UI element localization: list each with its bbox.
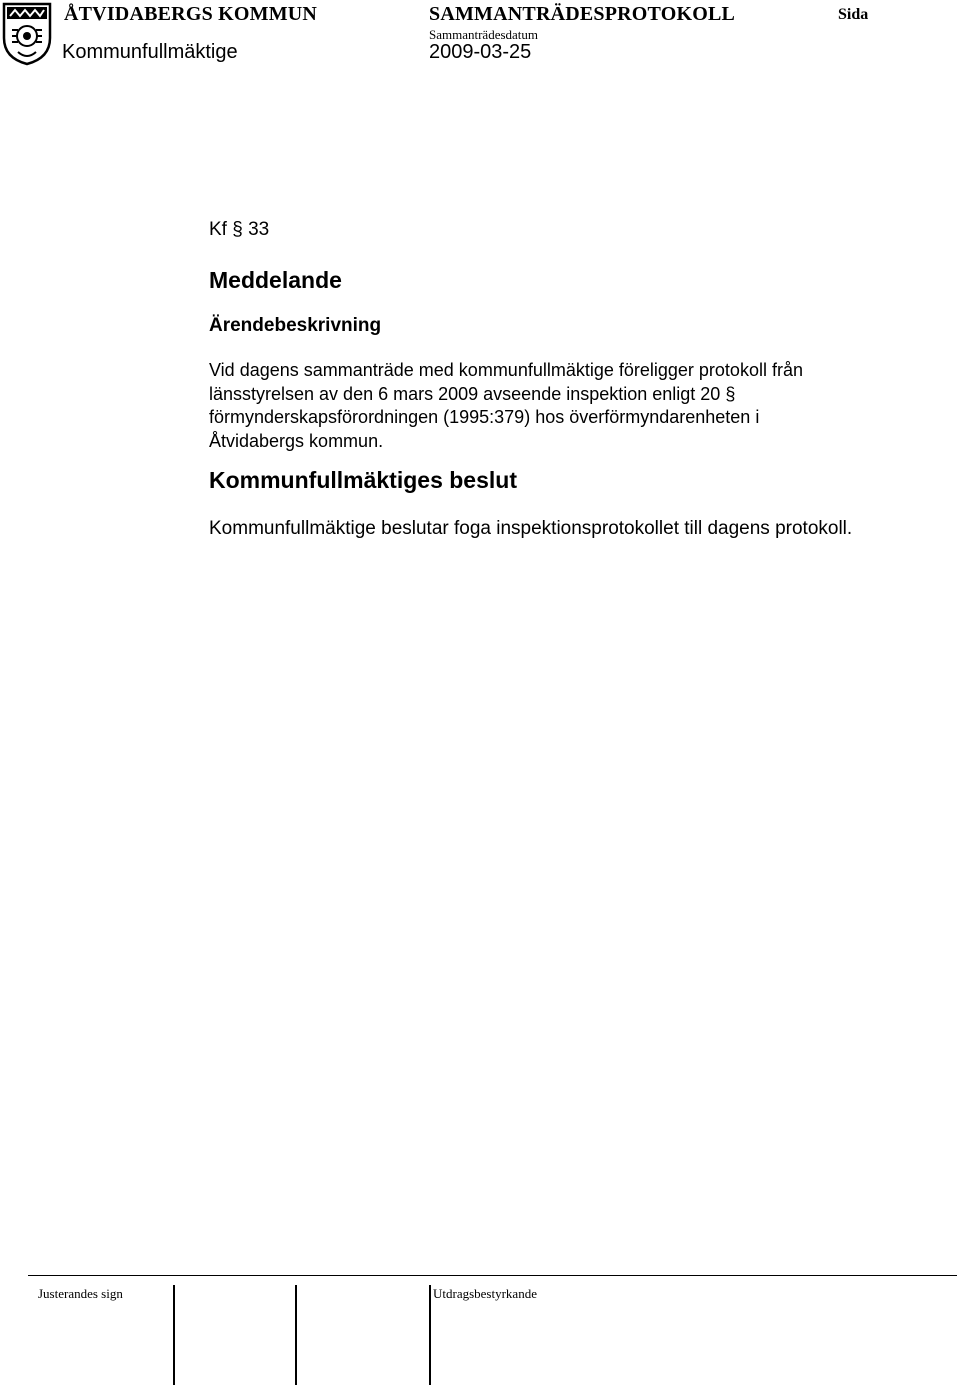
meeting-date: 2009-03-25 [429,41,532,63]
document-type: SAMMANTRÄDESPROTOKOLL [429,3,736,25]
decision-text: Kommunfullmäktige beslutar foga inspektionsprotokollet till dagens protokoll. [209,518,853,539]
footer-divider-right [429,1275,957,1276]
signature-label: Justerandes sign [38,1286,123,1301]
meeting-date-label: Sammanträdesdatum [429,27,539,42]
signature-box-divider [295,1285,297,1385]
signature-box-divider [429,1285,431,1385]
protocol-content [209,215,889,540]
case-description-heading: Ärendebeskrivning [209,315,382,336]
decision-body-name: Kommunfullmäktige [62,41,238,63]
item-title: Meddelande [209,267,342,293]
extract-certification-label: Utdragsbestyrkande [433,1286,537,1301]
signature-box-divider [173,1285,175,1385]
decision-heading: Kommunfullmäktiges beslut [209,467,517,493]
case-description-text: Vid dagens sammanträde med kommunfullmäktige föreligger protokoll från länsstyrelsen av den 6 mars 2009 avseende inspektion enligt 20 § förmynderskapsförordningen (1995:379) hos överförmyndarenheten i Åtvidabergs kommun. [209,360,803,451]
municipal-coat-of-arms-icon [2,2,52,66]
page-label: Sida [838,6,869,23]
section-reference: Kf § 33 [209,219,270,240]
footer-divider-left [28,1275,429,1276]
municipality-name: ÅTVIDABERGS KOMMUN [64,3,318,25]
